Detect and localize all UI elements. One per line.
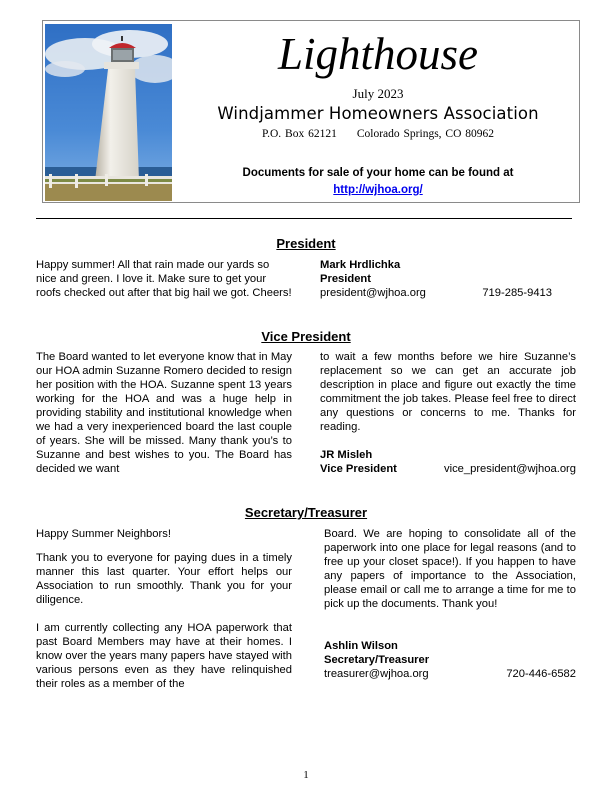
president-role: President: [320, 273, 371, 285]
president-name: Mark Hrdlichka: [320, 259, 401, 271]
secretary-treasurer-column-right: [324, 527, 576, 681]
vice-president-role: Vice President: [320, 463, 397, 475]
president-message: Happy summer! All that rain made our yards so nice and green. I love it. Make sure to get your roofs checked out after that big hail we got. Cheers!: [36, 259, 292, 299]
city-state-zip: Colorado Springs, CO 80962: [356, 128, 495, 140]
vice-president-name: JR Misleh: [320, 449, 373, 461]
vice-president-column-right: [320, 350, 576, 476]
organization-name: Windjammer Homeowners Association: [217, 104, 539, 123]
vice-president-message-left: The Board wanted to let everyone know that in May our HOA admin Suzanne Romero decided to resign her position with the HOA. Suzanne spent 13 years working for the HOA and was a huge help in providing stability and institutional knowledge when we had a very inexperienced board the last couple of years. She will be missed. Many thank you’s to Suzanne and best wishes to you. The Board has decided we want: [36, 351, 292, 475]
po-box: P.O. Box 62121: [261, 128, 337, 140]
divider-rule: [36, 218, 572, 219]
newsletter-title: Lighthouse: [277, 29, 479, 79]
president-email[interactable]: president@wjhoa.org: [320, 287, 426, 299]
secretary-name: Ashlin Wilson: [324, 640, 398, 652]
masthead: [183, 21, 573, 198]
lighthouse-image: [45, 24, 172, 201]
secretary-contact: [324, 667, 576, 681]
issue-date: July 2023: [352, 86, 404, 101]
president-contact: [320, 286, 552, 300]
documents-notice: Documents for sale of your home can be found at: [242, 167, 514, 179]
secretary-treasurer-column-left: [36, 527, 292, 691]
website-link[interactable]: http://wjhoa.org/: [333, 184, 423, 196]
president-phone: 719-285-9413: [482, 287, 552, 299]
masthead-box: [42, 20, 580, 203]
secretary-paragraph-2-left: I am currently collecting any HOA paperwork that past Board Members may have at their homes. I know over the years many papers have stayed with various persons even as they have relinquished their roles as a member of the: [36, 622, 292, 690]
president-signature: [320, 258, 552, 300]
secretary-role: Secretary/Treasurer: [324, 654, 430, 666]
vice-president-contact: [320, 462, 576, 476]
secretary-treasurer-heading: Secretary/Treasurer: [244, 505, 368, 520]
vice-president-message-right: to wait a few months before we hire Suzanne’s replacement so we can get an accurate job description in place and figure out exactly the time commitment the job takes. Please feel free to direct any questions or concerns to me. Thanks for reading.: [320, 351, 576, 433]
president-heading: President: [276, 236, 336, 251]
page-number: 1: [303, 769, 309, 781]
lighthouse-photo: [45, 24, 172, 201]
vice-president-heading: Vice President: [261, 329, 351, 344]
mailing-address: [183, 127, 573, 141]
secretary-paragraph-1: Thank you to everyone for paying dues in a timely manner this last quarter. Your effort helps our Association to run smoothly. Thank you for your diligence.: [36, 552, 292, 606]
secretary-email[interactable]: treasurer@wjhoa.org: [324, 668, 429, 680]
secretary-greeting: Happy Summer Neighbors!: [36, 528, 171, 540]
secretary-phone: 720-446-6582: [506, 668, 576, 680]
secretary-paragraph-2-right: Board. We are hoping to consolidate all of the paperwork into one place for legal reasons (and to free up your closet space!). If you happen to have any papers of importance to the Association, please email or call me to arrange a time for me to pick up the documents. Thank you!: [324, 528, 576, 610]
vice-president-email[interactable]: vice_president@wjhoa.org: [443, 463, 576, 475]
